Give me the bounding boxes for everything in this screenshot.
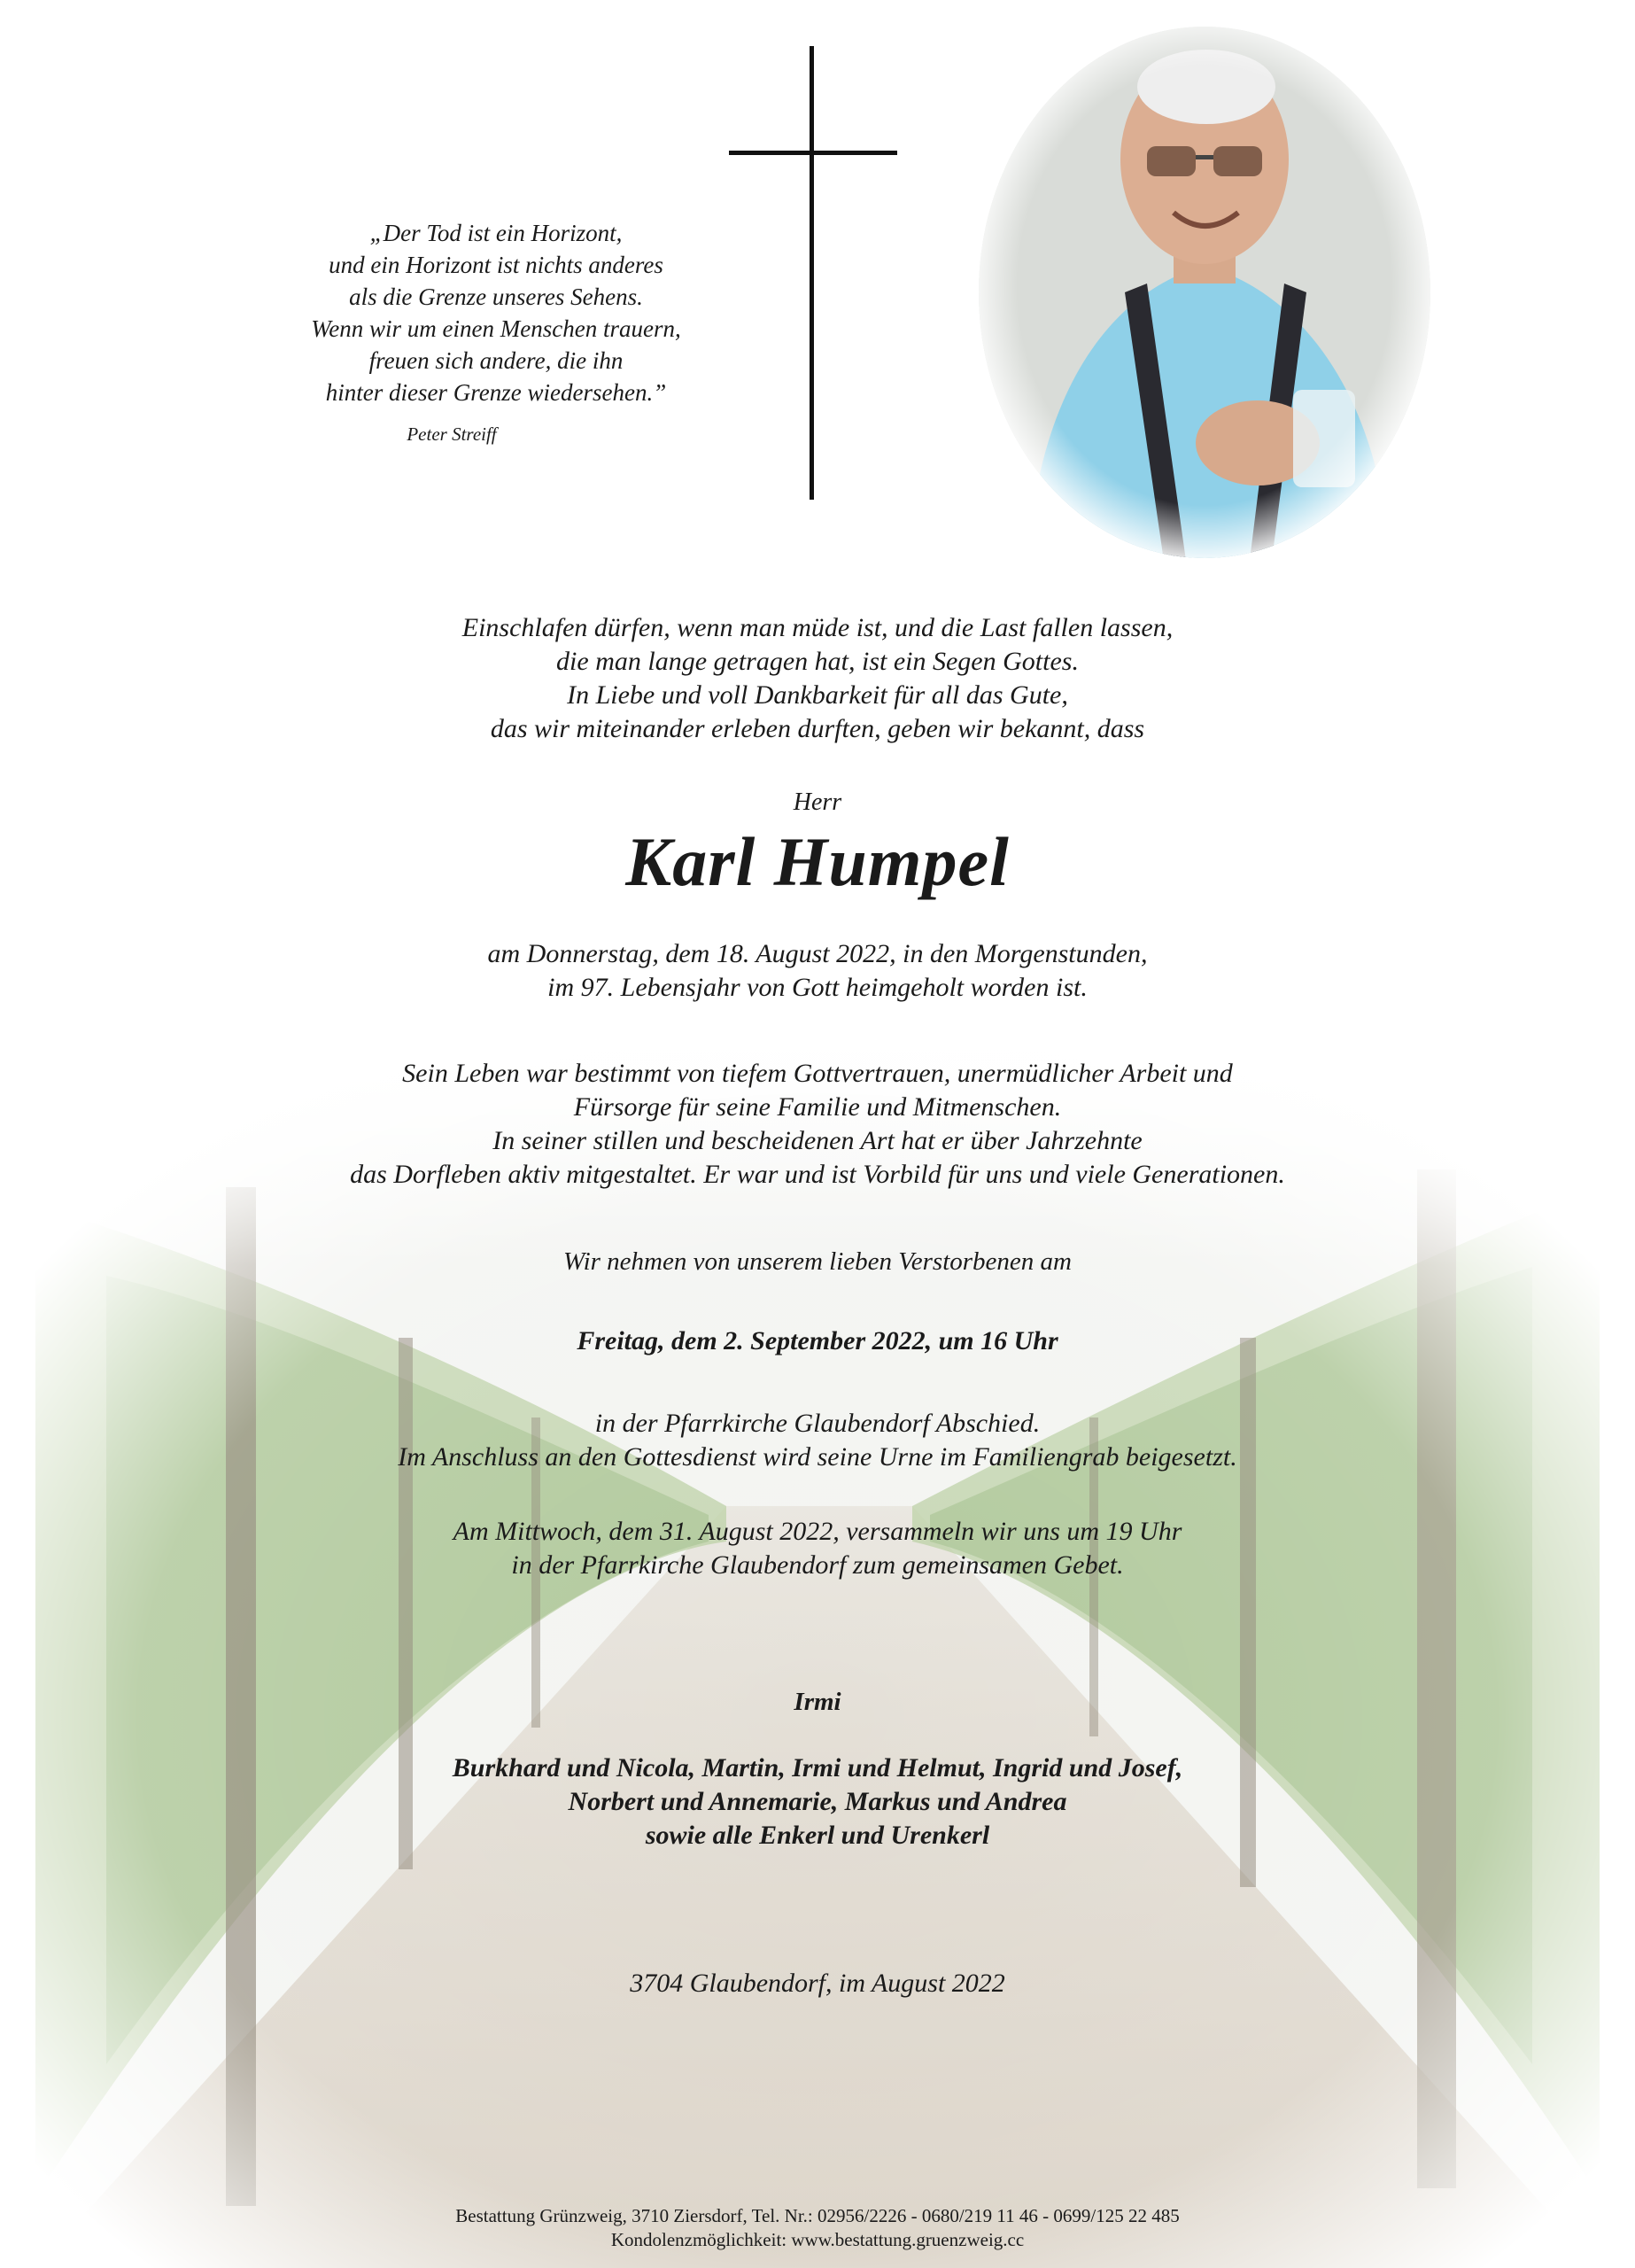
life-description — [0, 1057, 1635, 1192]
funeral-home-footer — [0, 2204, 1635, 2252]
church-line: Im Anschluss an den Gottesdienst wird seine Urne im Familiengrab beigesetzt. — [398, 1442, 1237, 1472]
quote-line: Wenn wir um einen Menschen trauern, — [311, 315, 681, 342]
quote-line: „Der Tod ist ein Horizont, — [369, 220, 623, 246]
quote-block — [177, 217, 815, 408]
salutation: Herr — [793, 788, 842, 816]
death-line: im 97. Lebensjahr von Gott heimgeholt worden ist. — [547, 973, 1088, 1002]
quote-line: und ein Horizont ist nichts anderes — [329, 252, 663, 278]
prayer-line: in der Pfarrkirche Glaubendorf zum gemeinsamen Gebet. — [511, 1550, 1124, 1580]
life-line: In seiner stillen und bescheidenen Art hat er über Jahrzehnte — [492, 1126, 1143, 1155]
death-line: am Donnerstag, dem 18. August 2022, in den Morgenstunden, — [487, 939, 1148, 968]
portrait-photo — [974, 27, 1435, 567]
cross-icon-bar — [729, 151, 897, 155]
deceased-name: Karl Humpel — [625, 823, 1010, 900]
spouse-name: Irmi — [794, 1688, 841, 1716]
death-notice — [0, 937, 1635, 1005]
quote-line: hinter dieser Grenze wiedersehen.” — [325, 379, 667, 406]
prayer-line: Am Mittwoch, dem 31. August 2022, versammeln wir uns um 19 Uhr — [453, 1517, 1182, 1546]
intro-line: Einschlafen dürfen, wenn man müde ist, und die Last fallen lassen, — [461, 613, 1174, 642]
family-list — [0, 1751, 1635, 1852]
family-line: sowie alle Enkerl und Urenkerl — [645, 1821, 990, 1850]
family-line: Norbert und Annemarie, Markus und Andrea — [568, 1787, 1067, 1816]
family-line: Burkhard und Nicola, Martin, Irmi und Helmut, Ingrid und Josef, — [452, 1753, 1183, 1783]
life-line: das Dorfleben aktiv mitgestaltet. Er war und ist Vorbild für uns und viele Generationen. — [350, 1160, 1285, 1189]
life-line: Sein Leben war bestimmt von tiefem Gottvertrauen, unermüdlicher Arbeit und — [402, 1059, 1233, 1088]
church-line: in der Pfarrkirche Glaubendorf Abschied. — [594, 1409, 1041, 1438]
intro-text — [0, 611, 1635, 746]
intro-line: das wir miteinander erleben durften, geben wir bekannt, dass — [490, 714, 1145, 743]
vineyard-background-image — [35, 1045, 1600, 2268]
farewell-date: Freitag, dem 2. September 2022, um 16 Uhr — [577, 1326, 1058, 1355]
prayer-info — [0, 1515, 1635, 1582]
intro-line: die man lange getragen hat, ist ein Segen Gottes. — [556, 647, 1079, 676]
footer-condolence: Kondolenzmöglichkeit: www.bestattung.gruenzweig.cc — [610, 2229, 1025, 2250]
quote-line: freuen sich andere, die ihn — [368, 347, 624, 374]
place-date: 3704 Glaubendorf, im August 2022 — [630, 1969, 1005, 1998]
church-info — [0, 1407, 1635, 1474]
intro-line: In Liebe und voll Dankbarkeit für all das Gute, — [567, 680, 1068, 710]
life-line: Fürsorge für seine Familie und Mitmenschen. — [573, 1092, 1062, 1122]
farewell-intro: Wir nehmen von unserem lieben Verstorbenen am — [563, 1247, 1072, 1276]
footer-contact: Bestattung Grünzweig, 3710 Ziersdorf, Tel. Nr.: 02956/2226 - 0680/219 11 46 - 0699/125 22 485 — [455, 2205, 1180, 2226]
quote-line: als die Grenze unseres Sehens. — [349, 284, 643, 310]
quote-author: Peter Streiff — [407, 423, 497, 445]
